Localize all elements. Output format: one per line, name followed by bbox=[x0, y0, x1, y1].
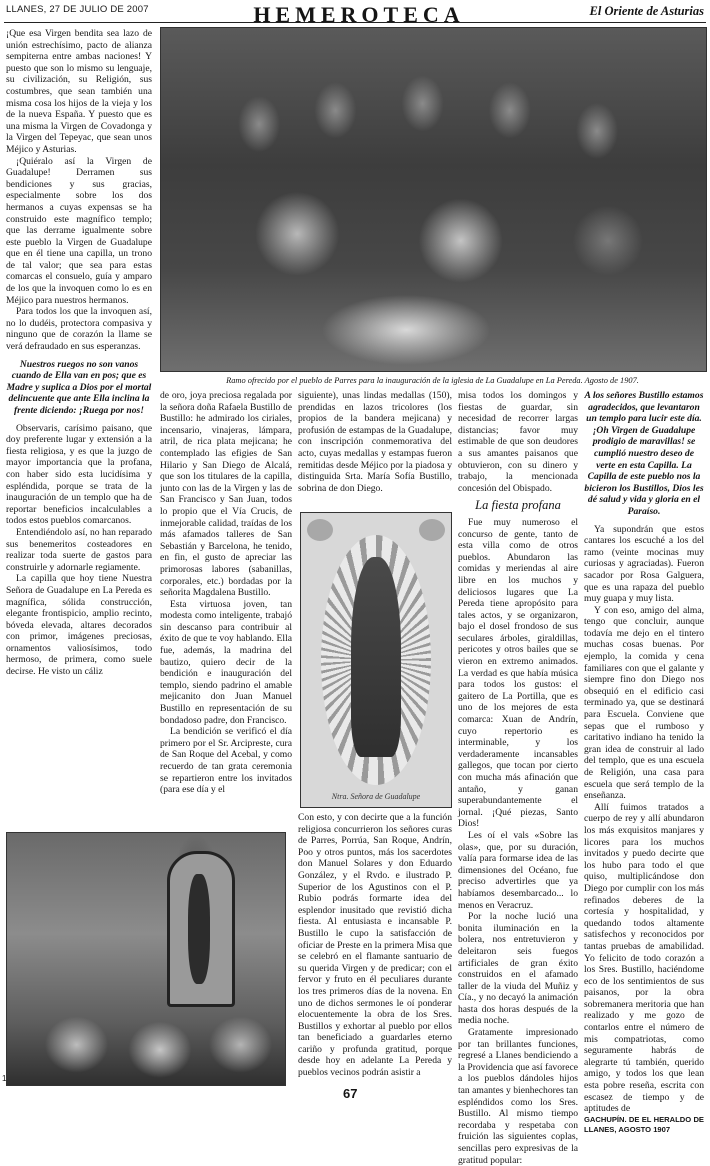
article-column-2 bbox=[160, 390, 292, 830]
article-column-middle bbox=[298, 812, 452, 1084]
publication-name: El Oriente de Asturias bbox=[589, 4, 704, 18]
image-inscription: Ntra. Señora de Guadalupe bbox=[331, 792, 421, 801]
section-title: HEMEROTECA bbox=[253, 2, 465, 27]
virgin-altar-frame bbox=[167, 851, 235, 1007]
photo-caption: Ramo ofrecido por el pueblo de Parres para la inauguración de la iglesia de La Guadalupe en La Pereda. Agosto de 1907. bbox=[226, 376, 639, 385]
paragraph: La bendición se verificó el día primero por el Sr. Arcipreste, cura de San Roque del Acebal, y como recuerdo de tan grata ceremonia se repartieron entre los invitados (para ese día y el bbox=[160, 726, 292, 796]
virgin-of-guadalupe-image bbox=[300, 512, 452, 808]
paragraph: Gratamente impresionado por tan brillantes funciones, regresé a Llanes bendiciendo a la Providencia que así favorece a los pueblos dándoles hijos tan amantes y bienhechores tan espléndidos como los Sres. Bustillo. Al mismo tiempo recordaba y respetaba con fruición las siguientes coplas, sencillas pero expresivas de la gratitud popular: bbox=[458, 1027, 578, 1166]
article-column-5 bbox=[584, 390, 704, 1134]
paragraph: Fue muy numeroso el concurso de gente, tanto de esta villa como de otros pueblos. Abundaron las comidas y meriendas al aire libre en los muchos y deliciosos lugares que La Pereda tiene apropósito para tales actos, y se organizaron, bajo el dosel frondoso de sus seculares árboles, giraldillas, pericotes y otros bailes que se vieron en extremo animados. La verdad es que había música para todos los gustos: el gaitero de La Portilla, que es uno de los mejores de esta comarca: Xuan de Andrín, cuyo repertorio es interminable, y los verdaderamente incansables gallegos, que tocan por cierto con mucha más afinación que antaño, y ganan superabundantemente el jornal. ¡Qué piezas, Santo Dios! bbox=[458, 516, 578, 830]
chapel-procession-photo bbox=[6, 832, 286, 1086]
paragraph: Esta virtuosa joven, tan modesta como inteligente, trabajó sin descanso para contribuir al éxito de que te voy hablando. Ella fue, además, la madrina del bautizo, quiero decir de la bendición e inauguración del templo, siendo padrino el amable mejicanito don Juan Manuel Bustillo en representación de su bondadoso padre, don Francisco. bbox=[160, 598, 292, 726]
historic-group-photo bbox=[160, 27, 707, 372]
paragraph: La capilla que hoy tiene Nuestra Señora de Guadalupe en La Pereda es magnífica, sólida construcción, elegante frontispicio, amplio recinto, bóveda elevada, altares decorados con primor, imágenes preciosas, ornamentos valiosísimos, todo hermoso, de primera, como suele decirse. He visto un cáliz bbox=[6, 573, 152, 678]
paragraph: Observaris, carísimo paisano, que doy preferente lugar y extensión a la fiesta religiosa, y es que la juzgo de mayor importancia que la profana, con haber sido esta lucidísima y espléndida, porque se trata de la inauguración de un templo que ha de reportar beneficios incalculables a todos estos pueblos comarcanos. bbox=[6, 422, 152, 527]
article-column-4 bbox=[458, 390, 578, 1166]
verse-quote: Nuestros ruegos no son vanos cuando de Ella van en pos; que es Madre y suplica a Dios por el mortal delincuente que ante Ella inclina la frente diciendo: ¡Ruega por nos! bbox=[6, 358, 152, 416]
angel-ornament bbox=[419, 519, 445, 541]
paragraph: Entendiéndolo así, no han reparado sus benemeritos costeadores en realizar toda suerte de gastos para construirle y adornarle regiamente. bbox=[6, 526, 152, 573]
paragraph: Para todos los que la invoquen así, no lo dudéis, protectora compasiva y ninguno que de corazón la llame se verá defraudado en sus esperanzas. bbox=[6, 306, 152, 353]
virgin-silhouette bbox=[188, 874, 210, 984]
author-signature: GACHUPÍN. DE EL HERALDO DE LLANES, AGOSTO 1907 bbox=[584, 1114, 704, 1134]
section-heading: La fiesta profana bbox=[475, 498, 561, 513]
paragraph: ¡Quiéralo así la Virgen de Guadalupe! Derramen sus bendiciones y sus gracias, especialmente sobre los dos hermanos a cuyas expensas se ha construido este magnífico templo; que las derrame igualmente sobre este pueblo la Virgen de Guadalupe que en él tiene una capilla, un trono de tal valor; que sea para estas comarcas el consuelo, guía y amparo de los que la invoquen como lo es en Méjico para nuestros hermanos. bbox=[6, 155, 152, 306]
verse-quote: A los señores Bustillo estamos agradecidos, que levantaron un templo para lucir este día. ¡Oh Virgen de Guadalupe prodigio de maravillas! se cumplió nuestro deseo de verte en esta Capilla. La Capilla de este pueblo nos la bicieron los Bustillos, Dios les dé salud y vida y gloria en el Paraíso. bbox=[584, 390, 704, 517]
paragraph: ¡Que esa Virgen bendita sea lazo de unión estrechísimo, pacto de alianza sempiterna entre ambas naciones! Y puesto que son lo mismo su lenguaje, su civilización, su Religión, sus costumbres, que sean también una misma cosa los hijos de la vieja y los de la nueva España. Y puesto que es una misma la Virgen de Covadonga y la Virgen del Tepeyac, que sean unos Méjico y Asturias. bbox=[6, 28, 152, 155]
article-column-3 bbox=[298, 390, 452, 508]
page-number: 67 bbox=[343, 1086, 358, 1101]
paragraph: Les oí el vals «Sobre las olas», que, por su duración, valía para formarse idea de las dimensiones del Océano, fue preciso advertirles que ya habíamos desembarcado... lo menos en Veracruz. bbox=[458, 829, 578, 911]
header-rule bbox=[4, 22, 706, 23]
paragraph: Con esto, y con decirte que a la función religiosa concurrieron los señores curas de Parres, Porrúa, San Roque, Andrín, Poo y otros puntos, más los sacerdotes don Manuel Solares y don Eduardo González, y el Rvdo. e ilustrado P. Superior de los Agustinos con el P. Rubio podrás formarte idea del esplendor inusitado que revistió dicha fiesta. Al entusiasta e incansable P. Bustillo le cupo la satisfacción de oficiar de Preste en la primera Misa que se celebró en el flamante santuario de su querida Virgen y de predicar; con el fervor y fruto en él peculiares durante los tres primeros días de la novena. En uno de dichos sermones le oí ponderar elocuentemente la obra de los Sres. Bustillos y exhortar al pueblo por ellos tan beneficiado a guardarles eterno cariño y profunda gratitud, porque desde hoy en adelante La Pereda y pueblos vecinos podrán asistir a bbox=[298, 812, 452, 1079]
paragraph: de oro, joya preciosa regalada por la señora doña Rafaela Bustillo de Bustillo: he admirado los ciriales, incensario, vinajeras, lámpara, atril, de rica plata mejicana; he contemplado las efigies de San Hilario y San Diego de Alcalá, que son los titulares de la capilla, junto con las de la Virgen y las de San Francisco y San Juan, todos lo propio que el Vía Crucis, de inmejorable calidad, traídas de los más afamados talleres de San Sebastián y Barcelona, he tenido, en fin, el gusto de apreciar las primorosas labores (sabanillas, corporales, etc.) bordadas por la señorita Magdalena Bustillo. bbox=[160, 390, 292, 599]
paragraph: Y con eso, amigo del alma, tengo que concluir, aunque todavía me dejo en el tintero muchas cosas buenas. Por ejemplo, la comida y cena familiares con que el galante y siempre fino don Diego nos obsequió en el edificio casi terminado ya, que se destinará para Escuela. Conviene que sepas que el rumboso y caritativo indiano ha tenido la gran idea de construir al lado del templo, que es una escuela de Religión, una casa para escuela que será templo de la enseñanza. bbox=[584, 604, 704, 802]
paragraph: misa todos los domingos y fiestas de guardar, sin necesidad de recorrer largas distancias; favor muy estimable de que son deudores a sus amantes paisanos que obtuvieron, con su dinero y trabajo, la mencionada concesión del Obispado. bbox=[458, 390, 578, 494]
paragraph: Ya supondrán que estos cantares los escuché a los del ramo (veinte mocinas muy curiosas y agraciadas). Fueron sacador por Rosa Galguera, que es una rapaza del pueblo muy guapa y muy lista. bbox=[584, 523, 704, 605]
paragraph: Allí fuimos tratados a cuerpo de rey y allí abundaron los más exquisitos manjares y licores para los muchos invitados y puedo decirte que los hubo para todo el que quiso, multiplicándose don Diego por cumplir con los más refinados deberes de la cortesía y hospitalidad, y quedando todos altamente satisfechos y reconocidos por tantas pruebas de amabilidad. Yo felicito de todo corazón a los Sres. Bustillo, haciéndome eco de los sentimientos de sus paisanos, por la obra sobremanera meritoria que han realizado y me gozo de contarlos entre el número de mis compatriotas, como seguramente habrás de alegrarte tú también, querido amigo, y todos los que lean esta pobre reseña, escrita con escasez de tiempo y de aptitudes de bbox=[584, 801, 704, 1115]
angel-ornament bbox=[307, 519, 333, 541]
article-column-1 bbox=[6, 28, 152, 828]
paragraph: siguiente), unas lindas medallas (150), prendidas en lazos tricolores (los propios de la bandera mejicana) y profusión de estampas de la Guadalupe, con inscripción conmemorativa del acto, cuyas medallas y estampas fueron remitidas desde Méjico por la piadosa y distinguida Srta. María Sofía Bustillo, sobrina de don Diego. bbox=[298, 390, 452, 494]
header-date: LLANES, 27 DE JULIO DE 2007 bbox=[6, 4, 149, 15]
paragraph: Por la noche lució una bonita iluminación en la bolera, nos entretuvieron y deleitaron seis fuegos artificiales de gran éxito construidos en el afamado taller de la viuda del Muñiz y Cía., y no decayó la animación hasta dos horas después de la media noche. bbox=[458, 911, 578, 1027]
margin-mark: 1 bbox=[2, 1074, 7, 1083]
virgin-figure bbox=[351, 557, 401, 757]
